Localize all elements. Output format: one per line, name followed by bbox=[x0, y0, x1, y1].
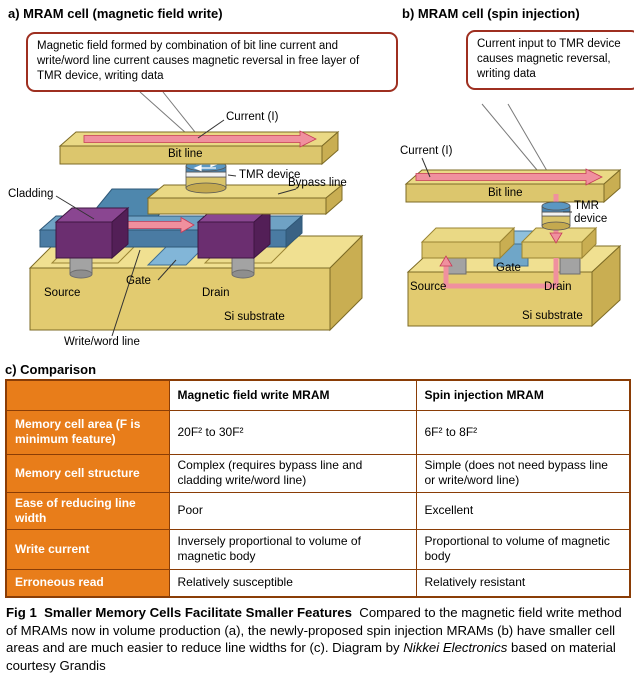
comparison-section-label: c) Comparison bbox=[5, 362, 97, 377]
panel-b-title: b) MRAM cell (spin injection) bbox=[402, 6, 580, 21]
panel-a-title: a) MRAM cell (magnetic field write) bbox=[8, 6, 223, 21]
panel-b bbox=[396, 0, 634, 362]
callout-pointer-lines-b bbox=[482, 104, 550, 176]
column-header-spin-injection: Spin injection MRAM bbox=[416, 380, 630, 410]
tmr-device-label-a: TMR device bbox=[239, 169, 301, 181]
bit-line-label-b: Bit line bbox=[488, 187, 523, 199]
source-label-b: Source bbox=[410, 281, 447, 293]
cladding-block-left-a bbox=[56, 208, 128, 258]
cell-spin-injection: Simple (does not need bypass line or write/word line) bbox=[416, 454, 630, 492]
panel-a-callout-text: Magnetic field formed by combination of bit line current and write/word line current causes magnetic reversal in free layer of TMR device, writing data bbox=[37, 40, 360, 83]
gate-label-b: Gate bbox=[496, 262, 521, 274]
cell-spin-injection: Excellent bbox=[416, 492, 630, 529]
table-row-ease-of-reducing-line-width bbox=[6, 492, 630, 529]
table-row-memory-cell-structure bbox=[6, 454, 630, 492]
row-label: Erroneous read bbox=[6, 569, 169, 597]
caption-fig-label: Fig 1 bbox=[6, 605, 37, 620]
caption-source: Nikkei Electronics bbox=[403, 640, 508, 656]
source-pad-b bbox=[422, 228, 514, 258]
cell-field-write: Inversely proportional to volume of magnetic body bbox=[169, 529, 416, 569]
figure-caption bbox=[6, 604, 628, 674]
cell-field-write: Relatively susceptible bbox=[169, 569, 416, 597]
si-substrate-label-a: Si substrate bbox=[224, 311, 285, 323]
caption-body-2: based on material courtesy Grandis bbox=[6, 640, 616, 673]
row-label: Memory cell structure bbox=[6, 454, 169, 492]
caption-body-1: Compared to the magnetic field write method of MRAMs now in volume production (a), the newly-proposed spin injection MRAMs (b) have smaller cell areas and are much easier to reduce line widths for (c). Diagram by bbox=[6, 605, 622, 656]
table-corner-cell bbox=[6, 380, 169, 410]
drain-label-b: Drain bbox=[544, 281, 572, 293]
caption-title: Smaller Memory Cells Facilitate Smaller Features bbox=[44, 605, 352, 620]
cladding-block-right-a bbox=[198, 208, 270, 258]
si-substrate-label-b: Si substrate bbox=[522, 310, 583, 322]
current-label-b: Current (I) bbox=[400, 145, 453, 157]
table-header-row bbox=[6, 380, 630, 410]
cladding-label-a: Cladding bbox=[8, 188, 54, 200]
panel-b-callout-text: Current input to TMR device causes magnetic reversal, writing data bbox=[477, 38, 621, 81]
cell-spin-injection: Proportional to volume of magnetic body bbox=[416, 529, 630, 569]
tmr-device-label-b: TMR device bbox=[574, 200, 608, 226]
column-header-field-write: Magnetic field write MRAM bbox=[169, 380, 416, 410]
drain-pad-b bbox=[522, 228, 596, 258]
bypass-line-label-a: Bypass line bbox=[288, 177, 347, 189]
cell-spin-injection: Relatively resistant bbox=[416, 569, 630, 597]
source-label-a: Source bbox=[44, 287, 81, 299]
cell-field-write: Complex (requires bypass line and cladding write/word line) bbox=[169, 454, 416, 492]
row-label: Write current bbox=[6, 529, 169, 569]
row-label: Ease of reducing line width bbox=[6, 492, 169, 529]
panel-a-callout bbox=[26, 32, 398, 92]
comparison-section bbox=[0, 360, 634, 600]
panel-a bbox=[0, 0, 400, 362]
cell-spin-injection: 6F² to 8F² bbox=[416, 410, 630, 454]
current-label-a: Current (I) bbox=[226, 111, 279, 123]
cell-field-write: 20F² to 30F² bbox=[169, 410, 416, 454]
table-row-write-current bbox=[6, 529, 630, 569]
tmr-device-a bbox=[186, 161, 226, 193]
row-label: Memory cell area (F is minimum feature) bbox=[6, 410, 169, 454]
table-row-memory-cell-area bbox=[6, 410, 630, 454]
comparison-table bbox=[5, 379, 631, 598]
cell-field-write: Poor bbox=[169, 492, 416, 529]
drain-label-a: Drain bbox=[202, 287, 230, 299]
write-word-line-label-a: Write/word line bbox=[64, 336, 140, 348]
panel-b-callout bbox=[466, 30, 634, 90]
table-row-erroneous-read bbox=[6, 569, 630, 597]
bit-line-label-a: Bit line bbox=[168, 148, 203, 160]
gate-label-a: Gate bbox=[126, 275, 151, 287]
tmr-device-b bbox=[542, 202, 570, 230]
